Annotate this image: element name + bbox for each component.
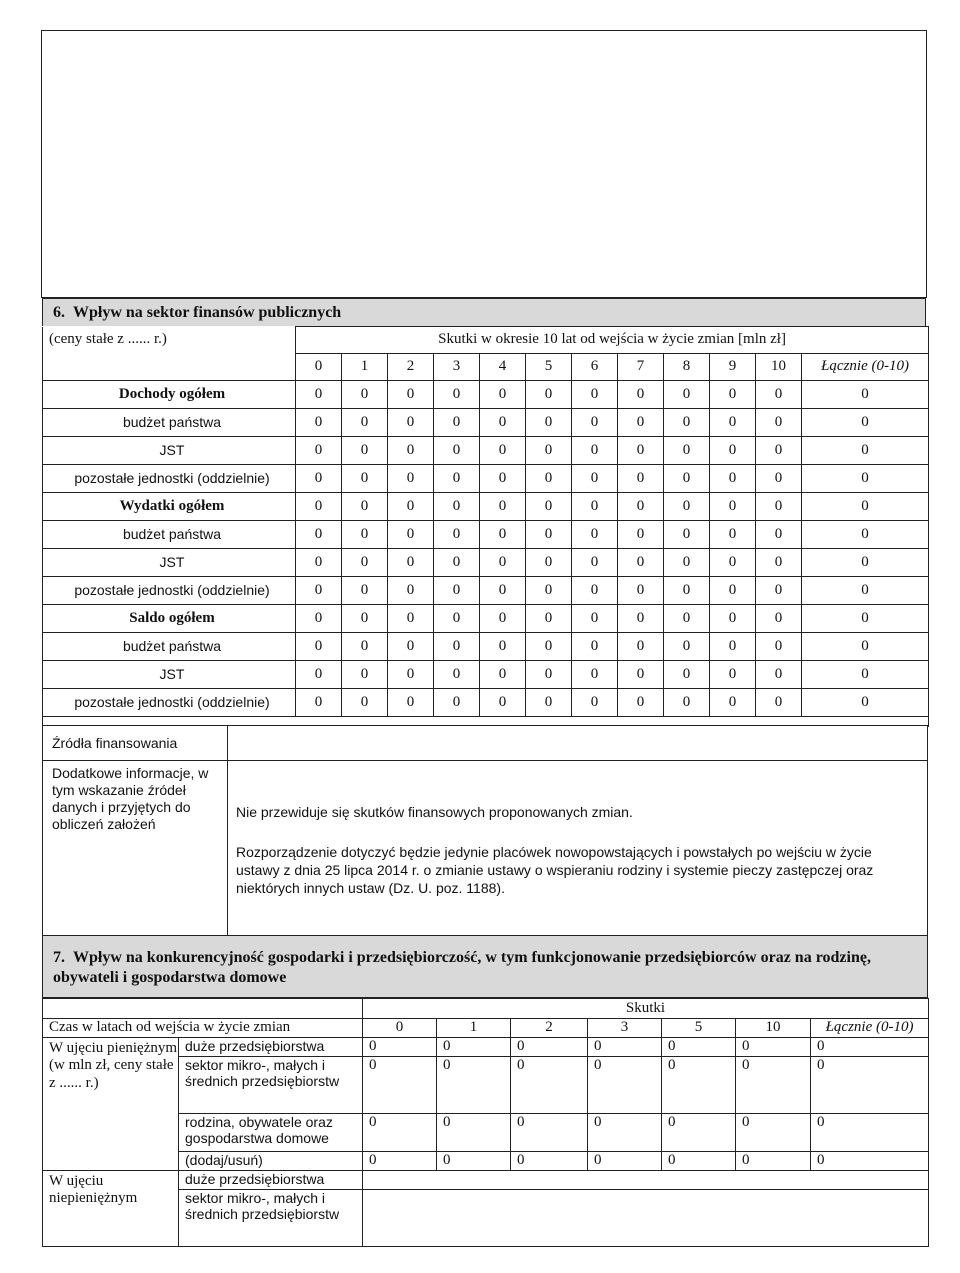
total-cell: 0	[802, 549, 929, 577]
group-label: sektor mikro-, małych i średnich przedsiębiorstw	[179, 1057, 363, 1114]
total-cell-7: 0	[811, 1152, 929, 1171]
total-cell: 0	[802, 521, 929, 549]
additional-p2: Rozporządzenie dotyczyć będzie jedynie placówek nowopowstających i powstałych po wejściu w życie ustawy z dnia 25 lipca 2014 r. o zmianie ustawy o wspieraniu rodziny i systemie pieczy zastępczej oraz niektórych innych ustaw (Dz. U. poz. 1188).	[236, 844, 874, 896]
value-cell: 0	[572, 465, 618, 493]
value-cell: 0	[664, 465, 710, 493]
finance-row	[43, 689, 929, 717]
total-cell: 0	[802, 465, 929, 493]
value-cell: 0	[618, 521, 664, 549]
value-cell-7: 0	[736, 1152, 811, 1171]
value-cell-7: 0	[588, 1114, 662, 1152]
group-label: duże przedsiębiorstwa	[179, 1171, 363, 1190]
total-cell: 0	[802, 689, 929, 717]
value-cell: 0	[342, 577, 388, 605]
value-cell: 0	[664, 605, 710, 633]
value-cell: 0	[434, 605, 480, 633]
year-header-7: 1	[437, 1019, 511, 1038]
value-cell: 0	[664, 521, 710, 549]
value-cell: 0	[296, 409, 342, 437]
value-cell: 0	[572, 521, 618, 549]
monetary-label: W ujęciu pieniężnym (w mln zł, ceny stałe z ...... r.)	[43, 1038, 179, 1171]
value-cell: 0	[664, 493, 710, 521]
value-cell: 0	[664, 381, 710, 409]
row-label: Wydatki ogółem	[43, 493, 296, 521]
row-label: Saldo ogółem	[43, 605, 296, 633]
total-cell: 0	[802, 577, 929, 605]
row-label: pozostałe jednostki (oddzielnie)	[43, 689, 296, 717]
value-cell: 0	[618, 493, 664, 521]
value-cell: 0	[618, 549, 664, 577]
value-cell: 0	[756, 521, 802, 549]
value-cell: 0	[756, 605, 802, 633]
row-label: Dochody ogółem	[43, 381, 296, 409]
value-cell: 0	[710, 409, 756, 437]
effects-header-7: Skutki	[363, 999, 929, 1019]
value-cell: 0	[434, 661, 480, 689]
value-cell: 0	[388, 661, 434, 689]
value-cell-7: 0	[662, 1038, 736, 1057]
value-cell-7: 0	[437, 1057, 511, 1114]
year-header-7: 10	[736, 1019, 811, 1038]
row-label: pozostałe jednostki (oddzielnie)	[43, 465, 296, 493]
value-cell: 0	[388, 493, 434, 521]
value-cell-7: 0	[736, 1114, 811, 1152]
value-cell: 0	[756, 689, 802, 717]
value-cell: 0	[572, 437, 618, 465]
value-cell: 0	[342, 633, 388, 661]
value-cell: 0	[480, 633, 526, 661]
value-cell: 0	[480, 465, 526, 493]
value-cell: 0	[434, 465, 480, 493]
value-cell: 0	[388, 381, 434, 409]
value-cell: 0	[296, 549, 342, 577]
effects-header: Skutki w okresie 10 lat od wejścia w życie zmian [mln zł]	[296, 327, 929, 354]
value-cell: 0	[480, 549, 526, 577]
value-cell: 0	[710, 661, 756, 689]
finance-row	[43, 661, 929, 689]
group-label: (dodaj/usuń)	[179, 1152, 363, 1171]
total-cell: 0	[802, 437, 929, 465]
value-cell: 0	[342, 661, 388, 689]
value-cell: 0	[526, 409, 572, 437]
value-cell: 0	[526, 549, 572, 577]
value-cell: 0	[618, 437, 664, 465]
value-cell: 0	[618, 465, 664, 493]
section6-title-text: 6. Wpływ na sektor finansów publicznych	[53, 304, 342, 321]
value-cell: 0	[710, 605, 756, 633]
prices-label: (ceny stałe z ...... r.)	[43, 327, 296, 354]
value-cell: 0	[480, 493, 526, 521]
value-cell: 0	[572, 381, 618, 409]
blank-cell	[363, 1171, 929, 1190]
year-header: 1	[342, 354, 388, 381]
value-cell: 0	[526, 689, 572, 717]
value-cell: 0	[434, 577, 480, 605]
time-label: Czas w latach od wejścia w życie zmian	[43, 1019, 363, 1038]
value-cell: 0	[710, 577, 756, 605]
value-cell: 0	[296, 493, 342, 521]
year-header-7: 2	[511, 1019, 588, 1038]
value-cell: 0	[710, 549, 756, 577]
finance-row	[43, 605, 929, 633]
value-cell: 0	[710, 521, 756, 549]
value-cell: 0	[756, 409, 802, 437]
value-cell: 0	[618, 577, 664, 605]
year-header: 10	[756, 354, 802, 381]
finance-row	[43, 409, 929, 437]
value-cell-7: 0	[437, 1038, 511, 1057]
value-cell: 0	[526, 605, 572, 633]
value-cell: 0	[342, 689, 388, 717]
value-cell: 0	[572, 549, 618, 577]
row-label: JST	[43, 549, 296, 577]
value-cell: 0	[342, 549, 388, 577]
value-cell: 0	[388, 549, 434, 577]
value-cell: 0	[710, 633, 756, 661]
value-cell: 0	[342, 465, 388, 493]
additional-label: Dodatkowe informacje, w tym wskazanie źródeł danych i przyjętych do obliczeń założeń	[52, 765, 209, 832]
value-cell: 0	[572, 409, 618, 437]
value-cell: 0	[434, 633, 480, 661]
value-cell-7: 0	[363, 1038, 437, 1057]
finance-table	[42, 326, 929, 727]
value-cell: 0	[434, 549, 480, 577]
row-label: JST	[43, 661, 296, 689]
value-cell-7: 0	[588, 1038, 662, 1057]
section7-title	[42, 936, 928, 998]
value-cell: 0	[710, 689, 756, 717]
nonmonetary-label: W ujęciu niepieniężnym	[43, 1171, 179, 1247]
value-cell: 0	[526, 661, 572, 689]
value-cell-7: 0	[662, 1152, 736, 1171]
finance-row	[43, 633, 929, 661]
value-cell: 0	[296, 577, 342, 605]
row-label: pozostałe jednostki (oddzielnie)	[43, 577, 296, 605]
value-cell: 0	[434, 493, 480, 521]
value-cell: 0	[434, 409, 480, 437]
value-cell: 0	[388, 577, 434, 605]
value-cell: 0	[618, 689, 664, 717]
value-cell: 0	[480, 409, 526, 437]
value-cell: 0	[618, 381, 664, 409]
year-header: 2	[388, 354, 434, 381]
top-blank-box	[41, 30, 927, 298]
row-label: JST	[43, 437, 296, 465]
year-header: 7	[618, 354, 664, 381]
value-cell: 0	[664, 689, 710, 717]
year-header: 4	[480, 354, 526, 381]
total-cell: 0	[802, 493, 929, 521]
value-cell: 0	[664, 409, 710, 437]
value-cell: 0	[664, 577, 710, 605]
finance-row	[43, 381, 929, 409]
value-cell: 0	[342, 381, 388, 409]
value-cell-7: 0	[363, 1057, 437, 1114]
value-cell: 0	[756, 633, 802, 661]
value-cell: 0	[572, 493, 618, 521]
value-cell-7: 0	[736, 1057, 811, 1114]
group-label: duże przedsiębiorstwa	[179, 1038, 363, 1057]
value-cell: 0	[710, 437, 756, 465]
row-label: budżet państwa	[43, 633, 296, 661]
total-cell: 0	[802, 605, 929, 633]
finance-row	[43, 549, 929, 577]
value-cell-7: 0	[588, 1057, 662, 1114]
blank-cell	[363, 1190, 929, 1247]
value-cell: 0	[388, 465, 434, 493]
value-cell: 0	[296, 381, 342, 409]
monetary-row	[43, 1038, 929, 1057]
group-label: sektor mikro-, małych i średnich przedsiębiorstw	[179, 1190, 363, 1247]
additional-p1: Nie przewiduje się skutków finansowych proponowanych zmian.	[236, 804, 633, 820]
value-cell: 0	[342, 521, 388, 549]
nonmonetary-row	[43, 1171, 929, 1190]
finance-row	[43, 465, 929, 493]
total-cell: 0	[802, 633, 929, 661]
value-cell: 0	[572, 633, 618, 661]
value-cell: 0	[756, 549, 802, 577]
value-cell-7: 0	[736, 1038, 811, 1057]
value-cell: 0	[296, 661, 342, 689]
value-cell: 0	[526, 465, 572, 493]
year-header: 9	[710, 354, 756, 381]
sources-label: Źródła finansowania	[52, 735, 178, 751]
value-cell: 0	[526, 577, 572, 605]
value-cell: 0	[756, 493, 802, 521]
value-cell-7: 0	[511, 1038, 588, 1057]
value-cell-7: 0	[511, 1152, 588, 1171]
value-cell-7: 0	[363, 1152, 437, 1171]
value-cell: 0	[342, 605, 388, 633]
value-cell-7: 0	[588, 1152, 662, 1171]
section7-title-text: 7. Wpływ na konkurencyjność gospodarki i przedsiębiorczość, w tym funkcjonowanie przedsiębiorców oraz na rodzinę, obywateli i gospodarstwa domowe	[53, 949, 871, 986]
info-divider	[227, 725, 228, 936]
total-cell: 0	[802, 409, 929, 437]
total-cell-7: 0	[811, 1057, 929, 1114]
year-header: 3	[434, 354, 480, 381]
value-cell: 0	[388, 409, 434, 437]
value-cell: 0	[664, 437, 710, 465]
value-cell-7: 0	[437, 1114, 511, 1152]
value-cell: 0	[388, 633, 434, 661]
value-cell: 0	[526, 437, 572, 465]
value-cell: 0	[434, 381, 480, 409]
total-cell: 0	[802, 381, 929, 409]
value-cell: 0	[480, 661, 526, 689]
value-cell: 0	[480, 605, 526, 633]
value-cell: 0	[526, 381, 572, 409]
value-cell: 0	[480, 689, 526, 717]
value-cell-7: 0	[662, 1114, 736, 1152]
blank-cell	[43, 999, 363, 1019]
finance-row	[43, 437, 929, 465]
value-cell: 0	[342, 493, 388, 521]
value-cell: 0	[388, 521, 434, 549]
value-cell: 0	[664, 633, 710, 661]
value-cell: 0	[434, 437, 480, 465]
value-cell: 0	[572, 577, 618, 605]
finance-row	[43, 493, 929, 521]
row-label: budżet państwa	[43, 521, 296, 549]
value-cell: 0	[388, 605, 434, 633]
value-cell: 0	[710, 381, 756, 409]
total-header-7: Łącznie (0-10)	[811, 1019, 929, 1038]
value-cell: 0	[480, 521, 526, 549]
value-cell: 0	[572, 661, 618, 689]
value-cell: 0	[342, 437, 388, 465]
value-cell: 0	[756, 577, 802, 605]
competitiveness-table	[42, 998, 929, 1247]
value-cell-7: 0	[662, 1057, 736, 1114]
year-header-7: 0	[363, 1019, 437, 1038]
value-cell: 0	[526, 493, 572, 521]
value-cell: 0	[618, 409, 664, 437]
value-cell: 0	[710, 493, 756, 521]
year-header: 5	[526, 354, 572, 381]
year-header-7: 5	[662, 1019, 736, 1038]
blank-cell	[43, 354, 296, 381]
value-cell: 0	[618, 633, 664, 661]
total-header: Łącznie (0-10)	[802, 354, 929, 381]
value-cell: 0	[388, 689, 434, 717]
value-cell: 0	[296, 605, 342, 633]
year-header-7: 3	[588, 1019, 662, 1038]
total-cell-7: 0	[811, 1114, 929, 1152]
value-cell: 0	[434, 689, 480, 717]
total-cell-7: 0	[811, 1038, 929, 1057]
value-cell: 0	[618, 605, 664, 633]
value-cell: 0	[296, 465, 342, 493]
value-cell: 0	[664, 549, 710, 577]
value-cell: 0	[572, 605, 618, 633]
value-cell: 0	[756, 661, 802, 689]
row-label: budżet państwa	[43, 409, 296, 437]
value-cell: 0	[480, 577, 526, 605]
value-cell: 0	[526, 521, 572, 549]
value-cell: 0	[756, 437, 802, 465]
group-label: rodzina, obywatele oraz gospodarstwa domowe	[179, 1114, 363, 1152]
value-cell: 0	[342, 409, 388, 437]
value-cell: 0	[480, 381, 526, 409]
finance-row	[43, 521, 929, 549]
year-header: 0	[296, 354, 342, 381]
value-cell: 0	[664, 661, 710, 689]
value-cell-7: 0	[511, 1114, 588, 1152]
value-cell: 0	[480, 437, 526, 465]
value-cell: 0	[572, 689, 618, 717]
value-cell: 0	[434, 521, 480, 549]
value-cell: 0	[710, 465, 756, 493]
value-cell: 0	[296, 689, 342, 717]
year-header: 8	[664, 354, 710, 381]
total-cell: 0	[802, 661, 929, 689]
value-cell: 0	[388, 437, 434, 465]
value-cell: 0	[756, 465, 802, 493]
value-cell-7: 0	[363, 1114, 437, 1152]
value-cell-7: 0	[511, 1057, 588, 1114]
info-hline	[42, 760, 928, 761]
value-cell: 0	[526, 633, 572, 661]
year-header: 6	[572, 354, 618, 381]
value-cell: 0	[296, 521, 342, 549]
section6-title	[42, 298, 926, 326]
value-cell: 0	[618, 661, 664, 689]
value-cell: 0	[756, 381, 802, 409]
value-cell-7: 0	[437, 1152, 511, 1171]
value-cell: 0	[296, 437, 342, 465]
finance-row	[43, 577, 929, 605]
value-cell: 0	[296, 633, 342, 661]
